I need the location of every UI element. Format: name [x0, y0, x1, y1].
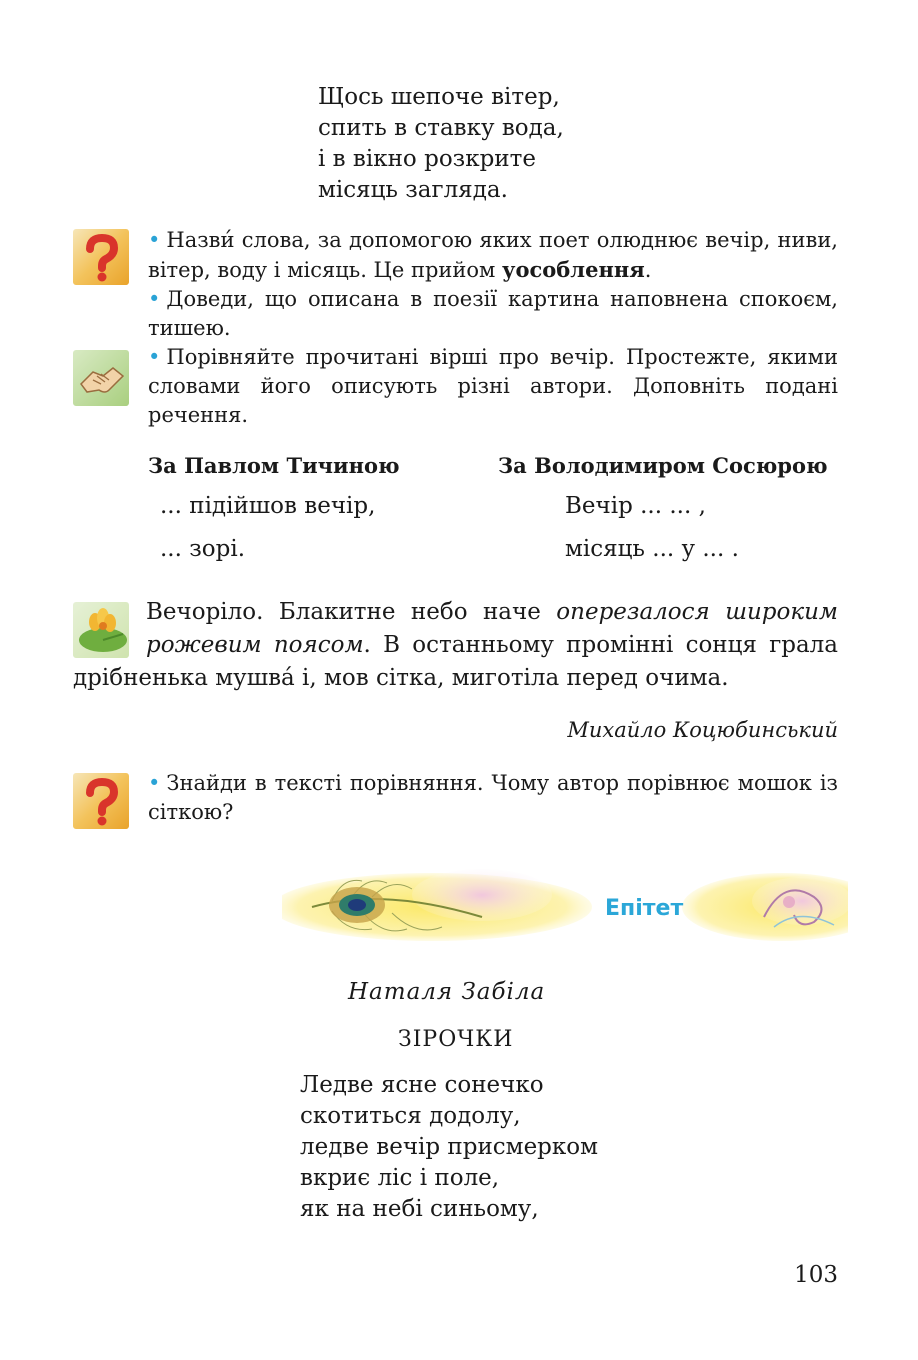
poem-line: місяць загляда.	[318, 177, 508, 203]
poem-line: і в вікно розкрите	[318, 146, 536, 172]
poem-title: ЗІРОЧКИ	[398, 1027, 514, 1052]
prose-author: Михайло Коцюбинський	[567, 718, 838, 742]
fill-in-line: ... зорі.	[160, 536, 246, 562]
question-mark-icon	[73, 229, 129, 285]
icon-spacer	[73, 596, 146, 662]
task-question	[148, 226, 838, 285]
task-question	[148, 343, 838, 430]
prose-text: Вечоріло. Блакитне небо наче	[146, 599, 557, 625]
task-block	[148, 343, 838, 430]
bullet-icon: •	[148, 345, 161, 369]
column-title-sosiura: За Володимиром Сосюрою	[498, 453, 828, 478]
peacock-feather-icon	[292, 867, 492, 947]
term-personification: уособлення	[502, 257, 645, 282]
task-text-end: .	[644, 258, 652, 282]
bullet-icon: •	[148, 771, 161, 795]
poem-line: Ледве ясне сонечко	[300, 1072, 544, 1098]
fill-in-line: місяць ... у ... .	[565, 536, 739, 562]
fill-in-line: ... підійшов вечір,	[160, 493, 376, 519]
prose-paragraph	[73, 596, 838, 695]
task-text: Назви́ слова, за допомогою яких поет олюднює вечір, ниви, вітер, воду і місяць. Це прийом	[148, 228, 838, 282]
poem-line: Щось шепоче вітер,	[318, 84, 560, 110]
bullet-icon: •	[148, 228, 161, 252]
task-text: Порівняйте прочитані вірші про вечір. Простежте, якими словами його описують різні автори. Доповніть подані речення.	[148, 345, 838, 427]
prose-text: . В останньому промінні сонця грала дрібненька мушва́ і, мов сітка, миготіла перед очима.	[73, 632, 838, 691]
task-text: Знайди в тексті порівняння. Чому автор порівнює мошок із сіткою?	[148, 771, 838, 824]
task-block	[148, 769, 838, 827]
poem-body	[300, 1070, 598, 1225]
section-banner	[282, 865, 848, 949]
page-number: 103	[794, 1262, 838, 1288]
handshake-icon	[73, 350, 129, 406]
poem-line: спить в ставку вода,	[318, 115, 564, 141]
prose-italic-phrase: оперезалося широким рожевим поясом	[146, 599, 838, 658]
poem-excerpt	[318, 82, 564, 206]
poem-line: скотиться додолу,	[300, 1103, 521, 1129]
banner-title: Епітет	[605, 896, 684, 921]
poem-line: вкриє ліс і поле,	[300, 1165, 500, 1191]
bullet-icon: •	[148, 287, 161, 311]
poem-author: Наталя Забіла	[348, 979, 546, 1005]
fill-in-line: Вечір ... ... ,	[565, 493, 706, 519]
task-text: Доведи, що описана в поезії картина наповнена спокоєм, тишею.	[148, 287, 838, 340]
poem-line: ледве вечір присмерком	[300, 1134, 599, 1160]
task-question	[148, 285, 838, 343]
task-block	[148, 226, 838, 343]
column-title-tychyna: За Павлом Тичиною	[148, 453, 400, 478]
decorative-swirl-icon	[744, 867, 844, 947]
poem-line: як на небі синьому,	[300, 1196, 539, 1222]
question-mark-icon	[73, 773, 129, 829]
task-question	[148, 769, 838, 827]
